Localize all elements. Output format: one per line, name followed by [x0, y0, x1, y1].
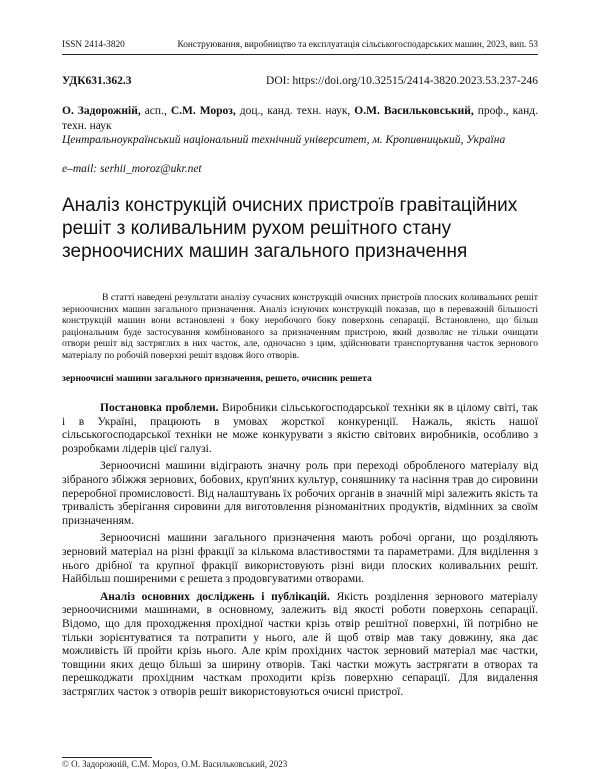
keywords: зерноочисні машини загального призначення, решето, очисник решета	[62, 373, 372, 384]
journal-name: Конструювання, виробництво та експлуатація сільськогосподарських машин, 2023, вип. 53	[177, 40, 538, 50]
footnote-rule	[62, 757, 152, 758]
udk-code: УДК631.362.3	[62, 75, 132, 87]
section-heading-analysis: Аналіз основних досліджень і публікацій.	[100, 590, 330, 603]
header-rule	[62, 54, 538, 55]
author-2-title: доц., канд. техн. наук,	[235, 105, 355, 117]
author-1-title: асп.,	[140, 105, 171, 117]
section-heading-problem: Постановка проблеми.	[100, 402, 219, 414]
article-body	[62, 402, 538, 703]
author-3-name: О.М. Васильковський,	[354, 105, 474, 117]
paragraph-text: Якість розділення зернового матеріалу зерноочисними машинами, в основному, залежить від якості роботи поверхонь сепарації. Відомо, що для проходження прохідної частки крізь отвір решітної поверхні, їй потрібно не тільки зорієнтуватися та потрапити у нього, але й щоб отвір мав таку довжину, яка дає можливість їй пройти крізь нього. Але крім прохідних часток зерновий матеріал має частки, товщини яких дещо більші за ширину отворів. Такі частки можуть застрягати в отворах та перешкоджати прохідним часткам проходити крізь поверхню сепарації. Для видалення застряглих часток з отворів решіт використовуються очисні пристрої.	[62, 590, 538, 698]
paragraph: Зерноочисні машини загального призначення мають робочі органи, що розділяють зерновий матеріал на різні фракції за кількома властивостями та параметрами. Для виділення з нього дрібної та крупної фракції використовують різні види плоских коливальних решіт. Найбільш поширеними є решета з продовгуватими отворами.	[62, 532, 538, 586]
paragraph: Зерноочисні машини відіграють значну роль при переході обробленого матеріалу від зібраного збіжжя зернових, бобових, круп'яних культур, соняшнику та насіння трав до сировини переробної промисловості. Від налаштувань їх робочих органів в значній мірі залежить якість та тривалість зберігання сировини для виготовлення різноманітних продуктів, відмінних за своїм призначенням.	[62, 460, 538, 527]
affiliation: Центральноукраїнський національний технічний університет, м. Кропивницький, Україна	[62, 134, 506, 146]
article-title: Аналіз конструкцій очисних пристроїв гравітаційних решіт з коливальним рухом решітного стану зерноочисних машин загального призначення	[62, 195, 518, 262]
issn: ISSN 2414-3820	[62, 40, 125, 50]
copyright-footnote: © О. Задорожній, С.М. Мороз, О.М. Васильковський, 2023	[62, 759, 288, 769]
paragraph-analysis	[62, 591, 538, 700]
authors	[62, 104, 538, 133]
author-2-name: С.М. Мороз,	[170, 105, 236, 117]
paragraph-problem	[62, 402, 538, 456]
doi[interactable]: DOI: https://doi.org/10.32515/2414-3820.2023.53.237-246	[266, 75, 538, 87]
running-header	[62, 40, 538, 50]
paragraph-text: Виробники сільськогосподарської техніки як в цілому світі, так і в Україні, працюють в умовах жорсткої конкуренції. Нажаль, якість нашої сільськогосподарської техніки не може конкурувати з якістю світових виробників, особливо з розробками лідерів цієї галузі.	[62, 402, 539, 455]
author-1-name: О. Задорожній,	[62, 105, 141, 117]
abstract: В статті наведені результати аналізу сучасних конструкцій очисних пристроїв плоских коливальних решіт зерноочисних машин загального призначення. Аналіз існуючих конструкцій показав, що в переважній більшості конструкцій машин вони встановлені з боку неробочого боку поверхонь сепарації. Встановлено, що більш раціональним буде застосування комбінованого за призначенням пристрою, який дозволяє не тільки очищати отвори решіт від застряглих в них часток, але, одночасно з цим, здійснювати транспортування часток зернового матеріалу по робочій поверхні решіт вздовж його отворів.	[62, 292, 538, 361]
email[interactable]: e–mail: serhii_moroz@ukr.net	[62, 163, 202, 175]
author-3-title: проф., канд. техн. наук	[62, 105, 538, 132]
